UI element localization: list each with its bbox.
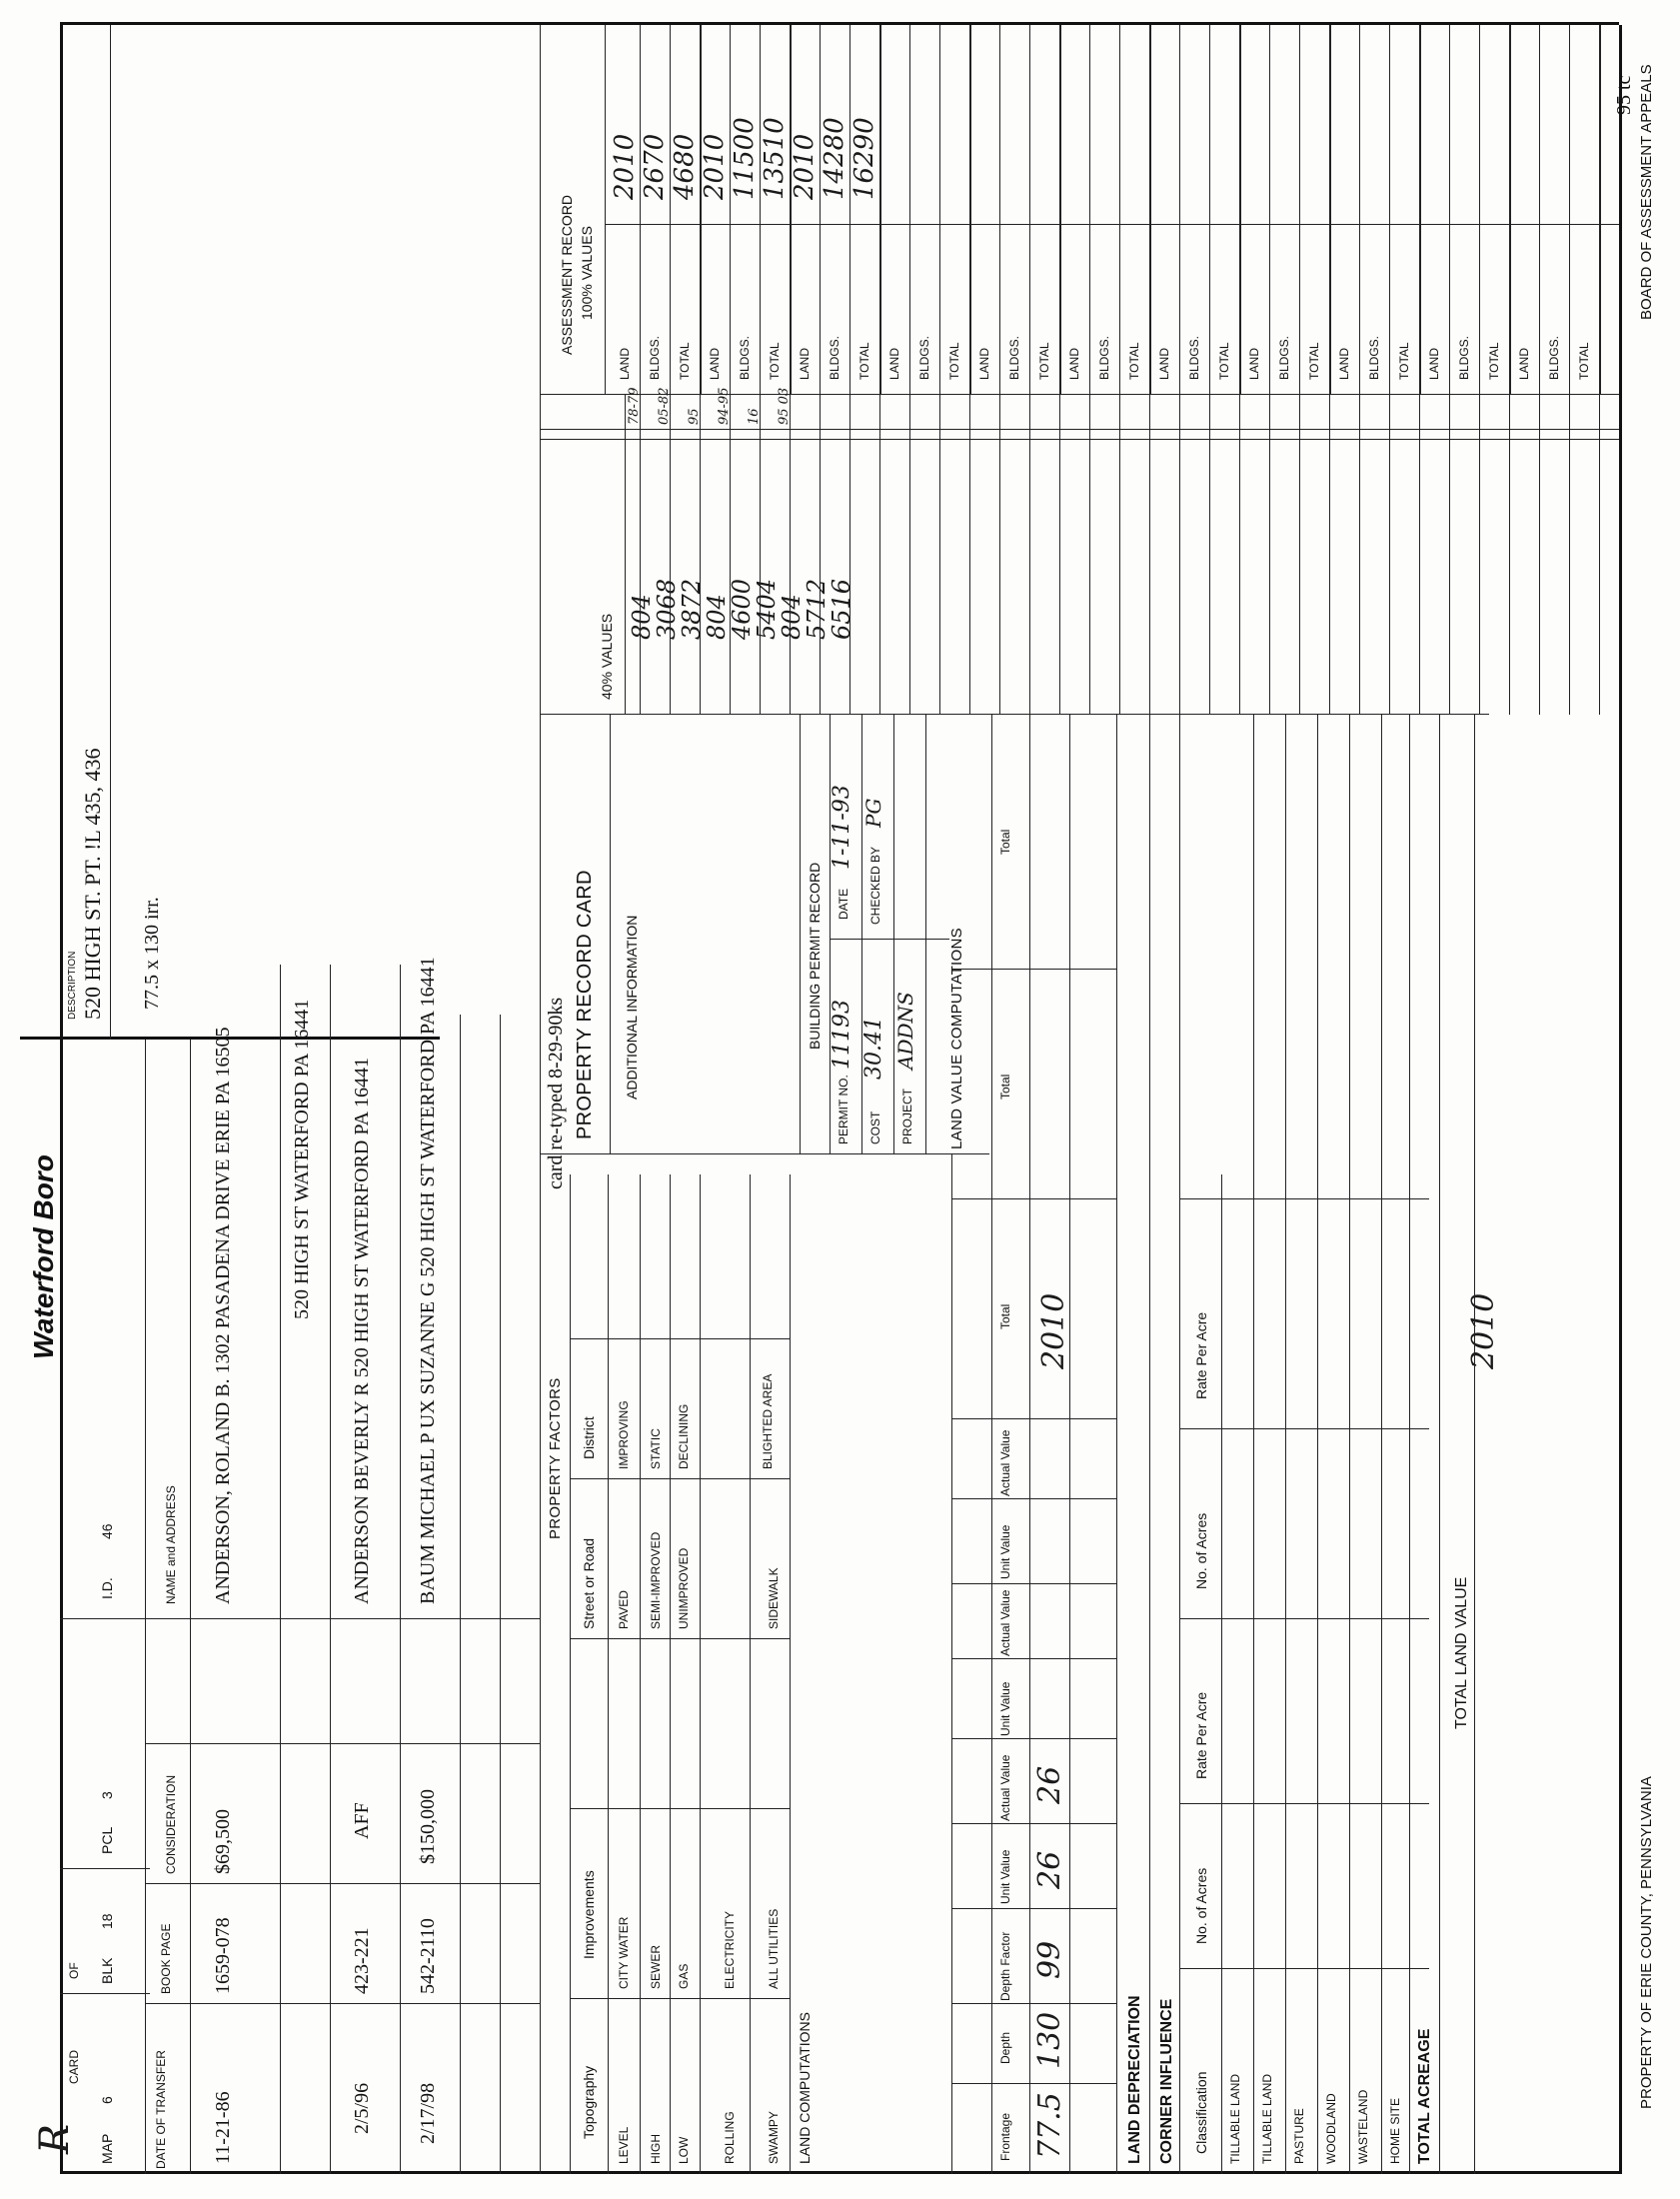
assessment-row-label: BLDGS.	[1547, 335, 1561, 380]
assessment-row-label: TOTAL	[1397, 342, 1411, 380]
footer-left: PROPERTY OF ERIE COUNTY, PENNSYLVANIA	[1638, 1776, 1655, 2109]
assessment-row-label: BLDGS.	[917, 335, 931, 380]
topography-item: LOW	[677, 2136, 691, 2164]
assessment-row-label: TOTAL	[857, 342, 871, 380]
classification-item: WASTELAND	[1356, 2089, 1370, 2164]
value-40-entry: 804	[628, 594, 656, 640]
value-40-note: 94-95	[717, 387, 732, 425]
value-40-note: 05-82	[657, 387, 672, 425]
checked-by: PG	[861, 798, 885, 828]
corner-mark: R	[32, 2123, 78, 2154]
corner-note: 95 tc	[1613, 75, 1635, 115]
value-40-entry: 804	[778, 594, 806, 640]
value-40-entry: 3068	[653, 578, 681, 640]
land-depreciation-title: LAND DEPRECIATION	[1126, 1995, 1143, 2164]
building-permit-title: BUILDING PERMIT RECORD	[807, 862, 823, 1050]
street-item: SIDEWALK	[767, 1567, 781, 1629]
footer-right: BOARD OF ASSESSMENT APPEALS	[1638, 64, 1655, 320]
permit-date: 1-11-93	[830, 785, 854, 870]
assessment-value: 2010	[790, 133, 820, 200]
blk-value: 18	[99, 1913, 115, 1929]
assessment-value: 16290	[849, 117, 879, 200]
value-40-entry: 804	[703, 594, 731, 640]
col-classification: Classification	[1193, 2071, 1209, 2154]
checked-label: CHECKED BY	[868, 846, 882, 925]
classification-item: TILLABLE LAND	[1228, 2073, 1242, 2164]
value-40-entry: 6516	[828, 578, 855, 640]
assessment-row-label: TOTAL	[1487, 342, 1501, 380]
district-item: BLIGHTED AREA	[761, 1373, 775, 1469]
classification-item: HOME SITE	[1388, 2097, 1402, 2164]
assessment-value: 11500	[730, 117, 760, 200]
transfer-row-name: 520 HIGH ST WATERFORD PA 16441	[291, 999, 313, 1319]
pcl-label: PCL	[99, 1826, 115, 1854]
improvement-item: CITY WATER	[617, 1916, 631, 1989]
assessment-row-label: LAND	[1517, 347, 1531, 380]
col-street: Street or Road	[581, 1537, 597, 1629]
street-item: PAVED	[617, 1590, 631, 1629]
col-actual-value: Actual Value	[998, 1429, 1012, 1496]
improvement-item: ALL UTILITIES	[767, 1908, 781, 1989]
permit-cost: 30.41	[861, 1017, 886, 1080]
total-acreage-label: TOTAL ACREAGE	[1416, 2028, 1433, 2164]
assessment-row-label: LAND	[798, 347, 812, 380]
assessment-row-label: LAND	[1427, 347, 1441, 380]
assessment-row-label: LAND	[708, 347, 722, 380]
col-name-address: NAME and ADDRESS	[164, 1485, 178, 1604]
transfer-row-date: 2/5/96	[351, 2082, 373, 2134]
col-total: Total	[998, 829, 1012, 855]
frontage-value: 77.5	[1032, 2092, 1067, 2159]
topography-item: ROLLING	[723, 2111, 737, 2164]
col-actual-value: Actual Value	[998, 1754, 1012, 1821]
assessment-row-label: TOTAL	[1037, 342, 1051, 380]
col-depth: Depth	[998, 2031, 1012, 2064]
transfer-row-name: BAUM MICHAEL P UX SUZANNE G 520 HIGH ST WATERFORD PA 16441	[417, 957, 439, 1604]
assessment-row-label: TOTAL	[768, 342, 782, 380]
description-line1: 520 HIGH ST. PT. !L 435, 436	[80, 748, 105, 1020]
pcl-value: 3	[99, 1791, 115, 1799]
assessment-row-label: LAND	[618, 347, 632, 380]
assessment-row-label: LAND	[1157, 347, 1171, 380]
assessment-row-label: BLDGS.	[738, 335, 752, 380]
assessment-row-label: BLDGS.	[648, 335, 662, 380]
card-label: CARD	[67, 2049, 81, 2084]
of-label: OF	[67, 1962, 81, 1979]
col-total: Total	[998, 1303, 1012, 1329]
transfer-row-consideration: $150,000	[417, 1789, 439, 1864]
street-item: UNIMPROVED	[677, 1547, 691, 1629]
additional-info-title: ADDITIONAL INFORMATION	[624, 915, 640, 1100]
actual-value: 26	[1032, 1765, 1067, 1804]
total-land-value-label: TOTAL LAND VALUE	[1453, 1576, 1470, 1729]
assessment-row-label: LAND	[1337, 347, 1351, 380]
assessment-value: 2010	[610, 133, 640, 200]
date-label: DATE	[837, 888, 850, 920]
value-40-entry: 5712	[803, 578, 831, 640]
assessment-row-label: LAND	[977, 347, 991, 380]
blk-label: BLK	[99, 1957, 115, 1984]
col-actual-value: Actual Value	[998, 1589, 1012, 1656]
assessment-value: 2010	[700, 133, 730, 200]
total-land-value: 2010	[1466, 1292, 1501, 1369]
permit-no-label: PERMIT NO.	[837, 1075, 850, 1144]
col-date-transfer: DATE OF TRANSFER	[154, 2050, 168, 2169]
description-line2: 77.5 x 130 irr.	[141, 897, 163, 1010]
street-item: SEMI-IMPROVED	[649, 1531, 663, 1629]
classification-item: TILLABLE LAND	[1260, 2073, 1274, 2164]
assessment-row-label: BLDGS.	[1187, 335, 1201, 380]
transfer-row-book: 1659-078	[212, 1917, 234, 1994]
description-label: DESCRIPTION	[67, 951, 78, 1020]
value-40-entry: 5404	[753, 578, 781, 640]
col-total: Total	[998, 1074, 1012, 1100]
map-label: MAP	[99, 2133, 115, 2164]
assessment-row-label: TOTAL	[1577, 342, 1591, 380]
assessment-subtitle: 100% VALUES	[579, 226, 595, 320]
assessment-value: 2670	[640, 133, 670, 200]
col-topography: Topography	[581, 2065, 597, 2139]
assessment-row-label: BLDGS.	[1277, 335, 1291, 380]
transfer-row-name: ANDERSON BEVERLY R 520 HIGH ST WATERFORD PA 16441	[351, 1058, 373, 1604]
depth-value: 130	[1032, 2011, 1067, 2069]
permit-project: ADDNS	[893, 992, 917, 1070]
assessment-row-label: LAND	[887, 347, 901, 380]
map-value: 6	[99, 2096, 115, 2104]
transfer-row-consideration: $69,500	[212, 1809, 234, 1874]
assessment-row-label: TOTAL	[1307, 342, 1321, 380]
depth-factor-value: 99	[1032, 1940, 1067, 1979]
value-40-entry: 3872	[678, 578, 706, 640]
assessment-row-label: BLDGS.	[1097, 335, 1111, 380]
corner-influence-title: CORNER INFLUENCE	[1158, 1998, 1175, 2164]
permit-no: 11193	[830, 1000, 854, 1070]
col-acres: No. of Acres	[1193, 1512, 1209, 1589]
municipality-name: Waterford Boro	[28, 1154, 59, 1359]
col-district: District	[581, 1416, 597, 1459]
assessment-row-label: LAND	[1247, 347, 1261, 380]
col-improvements: Improvements	[581, 1870, 597, 1959]
transfer-row-book: 423-221	[351, 1927, 373, 1994]
land-value-computations-title: LAND VALUE COMPUTATIONS	[948, 928, 965, 1149]
unit-value: 26	[1032, 1850, 1067, 1889]
assessment-row-label: BLDGS.	[1457, 335, 1471, 380]
assessment-row-label: TOTAL	[1217, 342, 1231, 380]
id-value: 46	[99, 1523, 115, 1539]
topography-item: LEVEL	[617, 2126, 631, 2164]
land-computations-title: LAND COMPUTATIONS	[797, 2012, 813, 2164]
assessment-title: ASSESSMENT RECORD	[559, 195, 575, 355]
assessment-row-label: BLDGS.	[1367, 335, 1381, 380]
assessment-row-label: TOTAL	[1127, 342, 1141, 380]
improvement-item: SEWER	[649, 1944, 663, 1989]
assessment-row-label: TOTAL	[678, 342, 692, 380]
transfer-row-book: 542-2110	[417, 1918, 439, 1994]
col-rate: Rate Per Acre	[1193, 1311, 1209, 1399]
value-40-entry: 4600	[728, 578, 756, 640]
assessment-row-label: LAND	[1067, 347, 1081, 380]
district-item: STATIC	[649, 1428, 663, 1469]
improvement-item: GAS	[677, 1963, 691, 1989]
assessment-row-label: BLDGS.	[828, 335, 841, 380]
value-40-note: 78-79	[627, 387, 642, 425]
district-item: IMPROVING	[617, 1400, 631, 1469]
classification-item: WOODLAND	[1324, 2093, 1338, 2164]
retype-note: card re-typed 8-29-90ks	[545, 997, 567, 1189]
assessment-value: 13510	[760, 117, 790, 200]
topography-item: SWAMPY	[767, 2111, 781, 2164]
topography-item: HIGH	[649, 2134, 663, 2164]
value-40-note: 95	[687, 408, 702, 425]
assessment-value: 4680	[670, 133, 700, 200]
col-unit-value: Unit Value	[998, 1524, 1012, 1579]
property-factors-title: PROPERTY FACTORS	[547, 1377, 564, 1539]
transfer-row-consideration: AFF	[351, 1802, 373, 1839]
record-card-title: PROPERTY RECORD CARD	[574, 870, 596, 1139]
value-40-note: 95 03	[777, 387, 792, 425]
col-depth-factor: Depth Factor	[998, 1931, 1012, 2001]
assessment-row-label: TOTAL	[947, 342, 961, 380]
project-label: PROJECT	[900, 1088, 914, 1144]
col-unit-value: Unit Value	[998, 1681, 1012, 1736]
col-rate: Rate Per Acre	[1193, 1691, 1209, 1779]
values-40-title: 40% VALUES	[599, 613, 615, 700]
transfer-row-name: ANDERSON, ROLAND B. 1302 PASADENA DRIVE ERIE PA 16505	[212, 1027, 234, 1604]
assessment-row-label: BLDGS.	[1007, 335, 1021, 380]
col-book-page: BOOK PAGE	[159, 1923, 173, 1994]
col-consideration: CONSIDERATION	[164, 1774, 178, 1874]
col-frontage: Frontage	[998, 2112, 1012, 2161]
id-label: I.D.	[99, 1577, 115, 1599]
col-unit-value: Unit Value	[998, 1849, 1012, 1904]
classification-item: PASTURE	[1292, 2108, 1306, 2164]
improvement-item: ELECTRICITY	[723, 1910, 737, 1989]
col-acres: No. of Acres	[1193, 1867, 1209, 1944]
transfer-row-date: 11-21-86	[212, 2091, 234, 2164]
transfer-row-date: 2/17/98	[417, 2082, 439, 2144]
assessment-value: 14280	[820, 117, 849, 200]
total-value: 2010	[1036, 1292, 1071, 1369]
value-40-note: 16	[747, 408, 762, 425]
cost-label: COST	[868, 1110, 882, 1144]
district-item: DECLINING	[677, 1403, 691, 1469]
